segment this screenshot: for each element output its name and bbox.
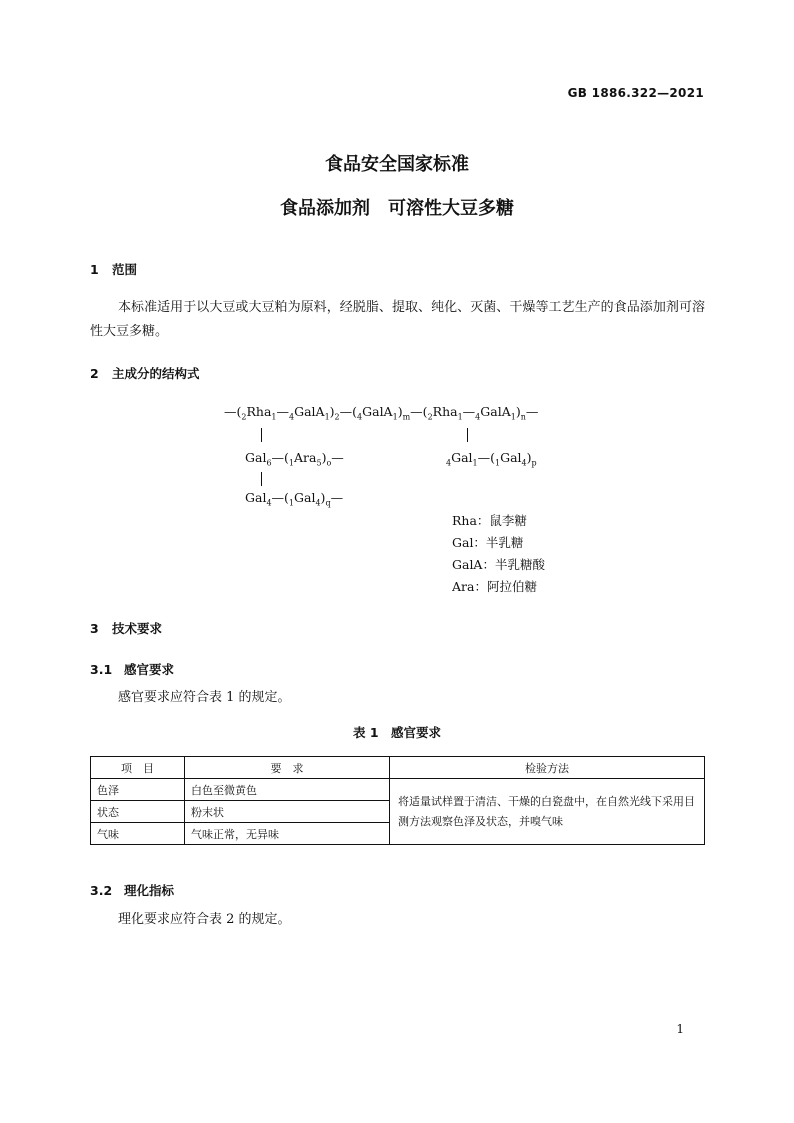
section-3-2-text: 理化要求应符合表 2 的规定。 — [118, 912, 291, 927]
formula-row-1: $—(_2Rha_1—_4GalA_1)_2—(_4GalA_1)_m—(_2Rha_1—_4GalA_1)_n—$ — [224, 404, 539, 422]
bond-line — [261, 428, 262, 442]
section-title: 理化指标 — [124, 883, 175, 898]
section-3-1-heading — [90, 660, 174, 678]
bond-line — [467, 428, 468, 442]
section-number: 3 — [90, 621, 99, 636]
section-3-2-heading — [90, 881, 174, 899]
section-number: 1 — [90, 262, 99, 277]
item-cell: 状态 — [91, 801, 185, 823]
section-title: 主成分的结构式 — [112, 366, 200, 381]
legend-item: Rha：鼠李糖 — [452, 513, 527, 528]
document-title-line2: 食品添加剂 可溶性大豆多糖 — [280, 198, 514, 219]
standard-code: GB 1886.322—2021 — [567, 86, 704, 100]
column-header: 要 求 — [185, 757, 390, 779]
requirement-cell: 白色至微黄色 — [185, 779, 390, 801]
sensory-requirements-table — [90, 756, 705, 845]
section-title: 感官要求 — [124, 662, 175, 677]
table-1-caption: 表 1 感官要求 — [352, 725, 442, 740]
formula-row-2-right: $_4Gal_1—(_1Gal_4)_p$ — [446, 450, 537, 468]
section-1-text: 本标准适用于以大豆或大豆粕为原料，经脱脂、提取、纯化、灭菌、干燥等工艺生产的食品添加剂可溶性大豆多糖。 — [90, 300, 705, 339]
legend-item: GalA：半乳糖酸 — [452, 557, 545, 572]
item-cell: 色泽 — [91, 779, 185, 801]
column-header: 检验方法 — [390, 757, 705, 779]
section-3-1-text: 感官要求应符合表 1 的规定。 — [118, 690, 291, 705]
section-title: 范围 — [112, 262, 138, 277]
document-title-line1: 食品安全国家标准 — [325, 154, 469, 175]
bond-line — [261, 472, 262, 486]
column-header: 项 目 — [91, 757, 185, 779]
item-cell: 气味 — [91, 823, 185, 845]
section-1-heading — [90, 260, 137, 278]
table-header-row — [91, 757, 705, 779]
table-row — [91, 779, 705, 801]
section-2-heading — [90, 364, 200, 382]
legend-item: Gal：半乳糖 — [452, 535, 524, 550]
section-3-heading — [90, 619, 162, 637]
formula-legend — [452, 510, 545, 598]
legend-item: Ara：阿拉伯糖 — [452, 579, 537, 594]
section-number: 3.1 — [90, 662, 113, 677]
requirement-cell: 粉末状 — [185, 801, 390, 823]
section-number: 3.2 — [90, 883, 113, 898]
method-cell: 将适量试样置于清洁、干燥的白瓷盘中，在自然光线下采用目测方法观察色泽及状态，并嗅气味 — [390, 779, 705, 845]
formula-row-2-left: $Gal_6—(_1Ara_5)_o—$ — [245, 450, 344, 468]
requirement-cell: 气味正常，无异味 — [185, 823, 390, 845]
page-number: 1 — [676, 1022, 684, 1036]
section-number: 2 — [90, 366, 99, 381]
section-title: 技术要求 — [112, 621, 163, 636]
formula-row-3: $Gal_4—(_1Gal_4)_q—$ — [245, 490, 344, 508]
